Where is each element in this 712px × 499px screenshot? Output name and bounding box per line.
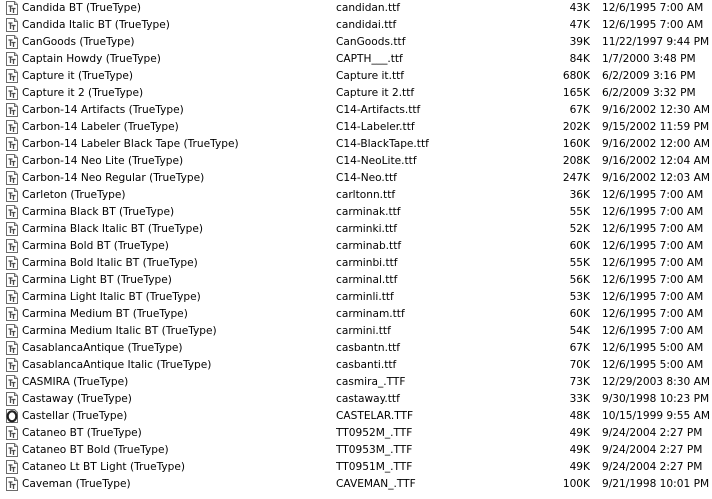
- font-size: 160K: [562, 138, 590, 150]
- font-size: 55K: [569, 206, 590, 218]
- font-date-modified: 9/16/2002 12:03 AM: [602, 172, 710, 184]
- font-filename: carminam.ttf: [336, 308, 405, 320]
- font-name: CASMIRA (TrueType): [22, 376, 129, 388]
- font-date-modified: 12/6/1995 7:00 AM: [602, 223, 704, 235]
- font-filename: C14-Artifacts.ttf: [336, 104, 421, 116]
- font-list-item[interactable]: [0, 323, 712, 340]
- font-size: 100K: [562, 478, 590, 490]
- font-date-modified: 9/24/2004 2:27 PM: [602, 461, 703, 473]
- font-list-item[interactable]: [0, 136, 712, 153]
- font-list-item[interactable]: [0, 357, 712, 374]
- font-list-item[interactable]: [0, 374, 712, 391]
- font-date-modified: 12/6/1995 7:00 AM: [602, 189, 704, 201]
- font-size: 60K: [569, 308, 590, 320]
- font-filename: carminki.ttf: [336, 223, 397, 235]
- font-name: Carbon-14 Neo Lite (TrueType): [22, 155, 184, 167]
- font-list-item[interactable]: [0, 170, 712, 187]
- truetype-font-icon: [5, 443, 19, 457]
- font-date-modified: 6/2/2009 3:16 PM: [602, 70, 696, 82]
- truetype-font-icon: [5, 239, 19, 253]
- truetype-font-icon: [5, 52, 19, 66]
- font-date-modified: 9/16/2002 12:04 AM: [602, 155, 710, 167]
- font-date-modified: 11/22/1997 9:44 PM: [602, 36, 710, 48]
- truetype-font-icon: [5, 307, 19, 321]
- font-filename: carltonn.ttf: [336, 189, 396, 201]
- font-name: Carmina Medium Italic BT (TrueType): [22, 325, 217, 337]
- font-name: Cataneo Lt BT Light (TrueType): [22, 461, 186, 473]
- font-list-item[interactable]: [0, 476, 712, 493]
- font-list-item[interactable]: [0, 255, 712, 272]
- font-filename: carminbi.ttf: [336, 257, 398, 269]
- font-name: Carmina Bold Italic BT (TrueType): [22, 257, 198, 269]
- font-name: Carmina Light Italic BT (TrueType): [22, 291, 201, 303]
- font-name: Castaway (TrueType): [22, 393, 132, 405]
- truetype-font-icon: [5, 256, 19, 270]
- font-date-modified: 9/24/2004 2:27 PM: [602, 427, 703, 439]
- font-date-modified: 12/6/1995 7:00 AM: [602, 240, 704, 252]
- truetype-font-icon: [5, 154, 19, 168]
- font-size: 67K: [569, 342, 590, 354]
- truetype-font-icon: [5, 1, 19, 15]
- font-name: Caveman (TrueType): [22, 478, 131, 490]
- truetype-font-icon: [5, 86, 19, 100]
- font-name: Carmina Light BT (TrueType): [22, 274, 172, 286]
- font-list-item[interactable]: [0, 425, 712, 442]
- font-filename: CAPTH___.ttf: [336, 53, 403, 65]
- font-list-item[interactable]: [0, 204, 712, 221]
- font-filename: TT0952M_.TTF: [336, 427, 413, 439]
- font-filename: CanGoods.ttf: [336, 36, 406, 48]
- font-name: Capture it 2 (TrueType): [22, 87, 144, 99]
- truetype-font-icon: [5, 290, 19, 304]
- font-size: 49K: [569, 461, 590, 473]
- font-date-modified: 12/29/2003 8:30 AM: [602, 376, 710, 388]
- truetype-font-icon: [5, 205, 19, 219]
- truetype-font-icon: [5, 69, 19, 83]
- font-size: 55K: [569, 257, 590, 269]
- font-filename: carmini.ttf: [336, 325, 391, 337]
- font-filename: casbanti.ttf: [336, 359, 397, 371]
- font-size: 60K: [569, 240, 590, 252]
- font-date-modified: 12/6/1995 5:00 AM: [602, 342, 704, 354]
- font-filename: TT0951M_.TTF: [336, 461, 413, 473]
- font-filename: carminab.ttf: [336, 240, 402, 252]
- font-size: 43K: [569, 2, 590, 14]
- truetype-font-icon: [5, 460, 19, 474]
- truetype-font-icon: [5, 103, 19, 117]
- font-filename: C14-Neo.ttf: [336, 172, 397, 184]
- font-list-item[interactable]: [0, 442, 712, 459]
- font-list-item[interactable]: [0, 340, 712, 357]
- font-filename: C14-Labeler.ttf: [336, 121, 415, 133]
- font-list-item[interactable]: [0, 391, 712, 408]
- truetype-font-icon: [5, 273, 19, 287]
- font-name: Carbon-14 Neo Regular (TrueType): [22, 172, 205, 184]
- font-size: 53K: [569, 291, 590, 303]
- font-size: 47K: [569, 19, 590, 31]
- truetype-font-icon: [5, 171, 19, 185]
- font-filename: carminal.ttf: [336, 274, 398, 286]
- truetype-font-icon: [5, 375, 19, 389]
- font-filename: carminli.ttf: [336, 291, 394, 303]
- font-list-item[interactable]: [0, 238, 712, 255]
- font-date-modified: 12/6/1995 7:00 AM: [602, 291, 704, 303]
- font-size: 39K: [569, 36, 590, 48]
- font-name: Carmina Black Italic BT (TrueType): [22, 223, 203, 235]
- font-date-modified: 12/6/1995 7:00 AM: [602, 2, 704, 14]
- font-date-modified: 12/6/1995 7:00 AM: [602, 257, 704, 269]
- font-name: Carbon-14 Labeler Black Tape (TrueType): [22, 138, 239, 150]
- font-filename: C14-BlackTape.ttf: [336, 138, 429, 150]
- font-name: CasablancaAntique Italic (TrueType): [22, 359, 212, 371]
- font-list-item[interactable]: [0, 459, 712, 476]
- font-size: 67K: [569, 104, 590, 116]
- font-date-modified: 12/6/1995 5:00 AM: [602, 359, 704, 371]
- font-list-item[interactable]: [0, 272, 712, 289]
- opentype-font-icon: [5, 409, 19, 423]
- truetype-font-icon: [5, 222, 19, 236]
- font-date-modified: 9/15/2002 11:59 PM: [602, 121, 710, 133]
- font-filename: casmira_.TTF: [336, 376, 406, 388]
- font-size: 73K: [569, 376, 590, 388]
- font-filename: candidai.ttf: [336, 19, 397, 31]
- font-name: Candida Italic BT (TrueType): [22, 19, 170, 31]
- font-list-item[interactable]: [0, 187, 712, 204]
- font-size: 165K: [562, 87, 590, 99]
- font-size: 48K: [569, 410, 590, 422]
- font-size: 208K: [562, 155, 590, 167]
- font-date-modified: 12/6/1995 7:00 AM: [602, 308, 704, 320]
- font-name: Carmina Medium BT (TrueType): [22, 308, 188, 320]
- font-name: Cataneo BT (TrueType): [22, 427, 142, 439]
- font-size: 680K: [562, 70, 590, 82]
- truetype-font-icon: [5, 358, 19, 372]
- truetype-font-icon: [5, 137, 19, 151]
- font-list-item[interactable]: [0, 51, 712, 68]
- font-size: 49K: [569, 444, 590, 456]
- font-date-modified: 9/16/2002 12:00 AM: [602, 138, 710, 150]
- truetype-font-icon: [5, 324, 19, 338]
- font-filename: candidan.ttf: [336, 2, 401, 14]
- font-size: 247K: [562, 172, 590, 184]
- truetype-font-icon: [5, 35, 19, 49]
- font-list-item[interactable]: [0, 306, 712, 323]
- font-date-modified: 9/30/1998 10:23 PM: [602, 393, 710, 405]
- font-name: Carbon-14 Artifacts (TrueType): [22, 104, 184, 116]
- font-filename: Capture it.ttf: [336, 70, 404, 82]
- font-name: CasablancaAntique (TrueType): [22, 342, 183, 354]
- font-name: CanGoods (TrueType): [22, 36, 135, 48]
- font-size: 202K: [562, 121, 590, 133]
- font-date-modified: 10/15/1999 9:55 AM: [602, 410, 710, 422]
- font-filename: carminak.ttf: [336, 206, 401, 218]
- font-name: Carleton (TrueType): [22, 189, 126, 201]
- font-list-item[interactable]: [0, 119, 712, 136]
- font-name: Cataneo BT Bold (TrueType): [22, 444, 169, 456]
- font-size: 49K: [569, 427, 590, 439]
- truetype-font-icon: [5, 18, 19, 32]
- font-name: Captain Howdy (TrueType): [22, 53, 161, 65]
- font-filename: CASTELAR.TTF: [336, 410, 414, 422]
- truetype-font-icon: [5, 426, 19, 440]
- font-size: 54K: [569, 325, 590, 337]
- truetype-font-icon: [5, 477, 19, 491]
- font-name: Carmina Bold BT (TrueType): [22, 240, 169, 252]
- font-list-item[interactable]: [0, 34, 712, 51]
- font-date-modified: 6/2/2009 3:32 PM: [602, 87, 696, 99]
- truetype-font-icon: [5, 392, 19, 406]
- font-date-modified: 9/21/1998 10:01 PM: [602, 478, 710, 490]
- truetype-font-icon: [5, 188, 19, 202]
- font-list-item[interactable]: [0, 289, 712, 306]
- font-filename: TT0953M_.TTF: [336, 444, 413, 456]
- font-filename: castaway.ttf: [336, 393, 400, 405]
- truetype-font-icon: [5, 120, 19, 134]
- font-size: 56K: [569, 274, 590, 286]
- font-list-item[interactable]: [0, 85, 712, 102]
- font-date-modified: 12/6/1995 7:00 AM: [602, 19, 704, 31]
- font-name: Candida BT (TrueType): [22, 2, 142, 14]
- font-list-item[interactable]: [0, 68, 712, 85]
- font-list-item[interactable]: [0, 153, 712, 170]
- font-date-modified: 12/6/1995 7:00 AM: [602, 206, 704, 218]
- font-list-item[interactable]: [0, 102, 712, 119]
- font-filename: C14-NeoLite.ttf: [336, 155, 417, 167]
- font-filename: casbantn.ttf: [336, 342, 401, 354]
- font-size: 33K: [569, 393, 590, 405]
- font-filename: CAVEMAN_.TTF: [336, 478, 416, 490]
- font-name: Capture it (TrueType): [22, 70, 134, 82]
- font-date-modified: 9/24/2004 2:27 PM: [602, 444, 703, 456]
- font-list-item[interactable]: [0, 0, 712, 17]
- font-size: 52K: [569, 223, 590, 235]
- font-date-modified: 1/7/2000 3:48 PM: [602, 53, 696, 65]
- font-name: Carmina Black BT (TrueType): [22, 206, 175, 218]
- font-list-item[interactable]: [0, 17, 712, 34]
- font-date-modified: 12/6/1995 7:00 AM: [602, 274, 704, 286]
- font-name: Castellar (TrueType): [22, 410, 128, 422]
- font-date-modified: 12/6/1995 7:00 AM: [602, 325, 704, 337]
- font-name: Carbon-14 Labeler (TrueType): [22, 121, 179, 133]
- font-size: 84K: [569, 53, 590, 65]
- truetype-font-icon: [5, 341, 19, 355]
- font-list-item[interactable]: [0, 221, 712, 238]
- font-size: 36K: [569, 189, 590, 201]
- font-size: 70K: [569, 359, 590, 371]
- font-date-modified: 9/16/2002 12:30 AM: [602, 104, 710, 116]
- font-list-item[interactable]: [0, 408, 712, 425]
- font-filename: Capture it 2.ttf: [336, 87, 415, 99]
